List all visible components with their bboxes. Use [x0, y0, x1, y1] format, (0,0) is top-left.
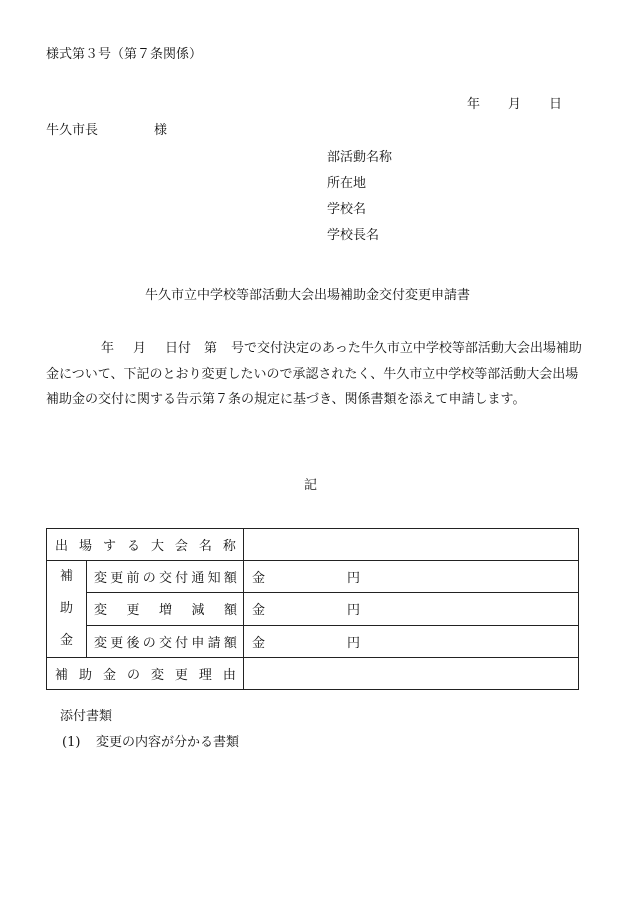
body-paragraph — [46, 336, 582, 413]
document-title: 牛久市立中学校等部活動大会出場補助金交付変更申請書 — [145, 288, 471, 303]
table-row — [47, 529, 579, 561]
form-number: 様式第３号（第７条関係） — [46, 47, 203, 62]
change-amount-label-cell — [87, 593, 244, 625]
applicant-principal-name: 学校長名 — [327, 228, 380, 243]
change-application-table — [46, 528, 579, 690]
change-amount-value[interactable]: 金 円 — [244, 593, 579, 625]
body-day-number: 日付 第 — [165, 341, 218, 356]
before-amount-label-cell — [87, 561, 244, 593]
body-month: 月 — [133, 341, 147, 356]
change-reason-value[interactable] — [244, 658, 579, 690]
date-month: 月 — [508, 97, 522, 112]
applicant-club-name: 部活動名称 — [327, 150, 393, 165]
addressee-honorific: 様 — [154, 123, 168, 138]
attachment-number: (1) — [62, 735, 81, 750]
before-amount-label: 変 更 前 の 交 付 通 知 額 — [94, 571, 237, 587]
applicant-school-name: 学校名 — [327, 202, 367, 217]
table-row — [47, 658, 579, 690]
date-year: 年 — [467, 97, 481, 112]
event-name-label: 出 場 す る 大 会 名 称 — [55, 539, 236, 554]
event-name-label-cell — [47, 529, 244, 561]
addressee-title: 牛久市長 — [46, 123, 99, 138]
after-amount-label-cell — [87, 625, 244, 657]
applicant-address: 所在地 — [327, 176, 367, 191]
before-amount-value[interactable]: 金 円 — [244, 561, 579, 593]
subsidy-group-label: 補 助 金 — [47, 561, 87, 658]
attachment-text: 変更の内容が分かる書類 — [96, 735, 240, 750]
body-text: 号で交付決定のあった牛久市立中学校等部活動大会出場補助金について、下記のとおり変更したいので承認されたく、牛久市立中学校等部活動大会出場補助金の交付に関する告示第７条の規定に基づき、関係書類を添えて申請します。 — [46, 341, 582, 407]
after-amount-label: 変 更 後 の 交 付 申 請 額 — [94, 635, 237, 651]
attachments-heading: 添付書類 — [60, 709, 113, 724]
ki-heading: 記 — [304, 478, 318, 493]
body-year: 年 — [101, 341, 115, 356]
table-row — [47, 593, 579, 625]
table-row — [47, 561, 579, 593]
date-day: 日 — [549, 97, 563, 112]
change-reason-label: 補 助 金 の 変 更 理 由 — [55, 668, 236, 683]
change-reason-label-cell — [47, 658, 244, 690]
table-row — [47, 625, 579, 657]
change-amount-label: 変 更 増 減 額 — [94, 603, 237, 619]
after-amount-value[interactable]: 金 円 — [244, 625, 579, 657]
event-name-value[interactable] — [244, 529, 579, 561]
